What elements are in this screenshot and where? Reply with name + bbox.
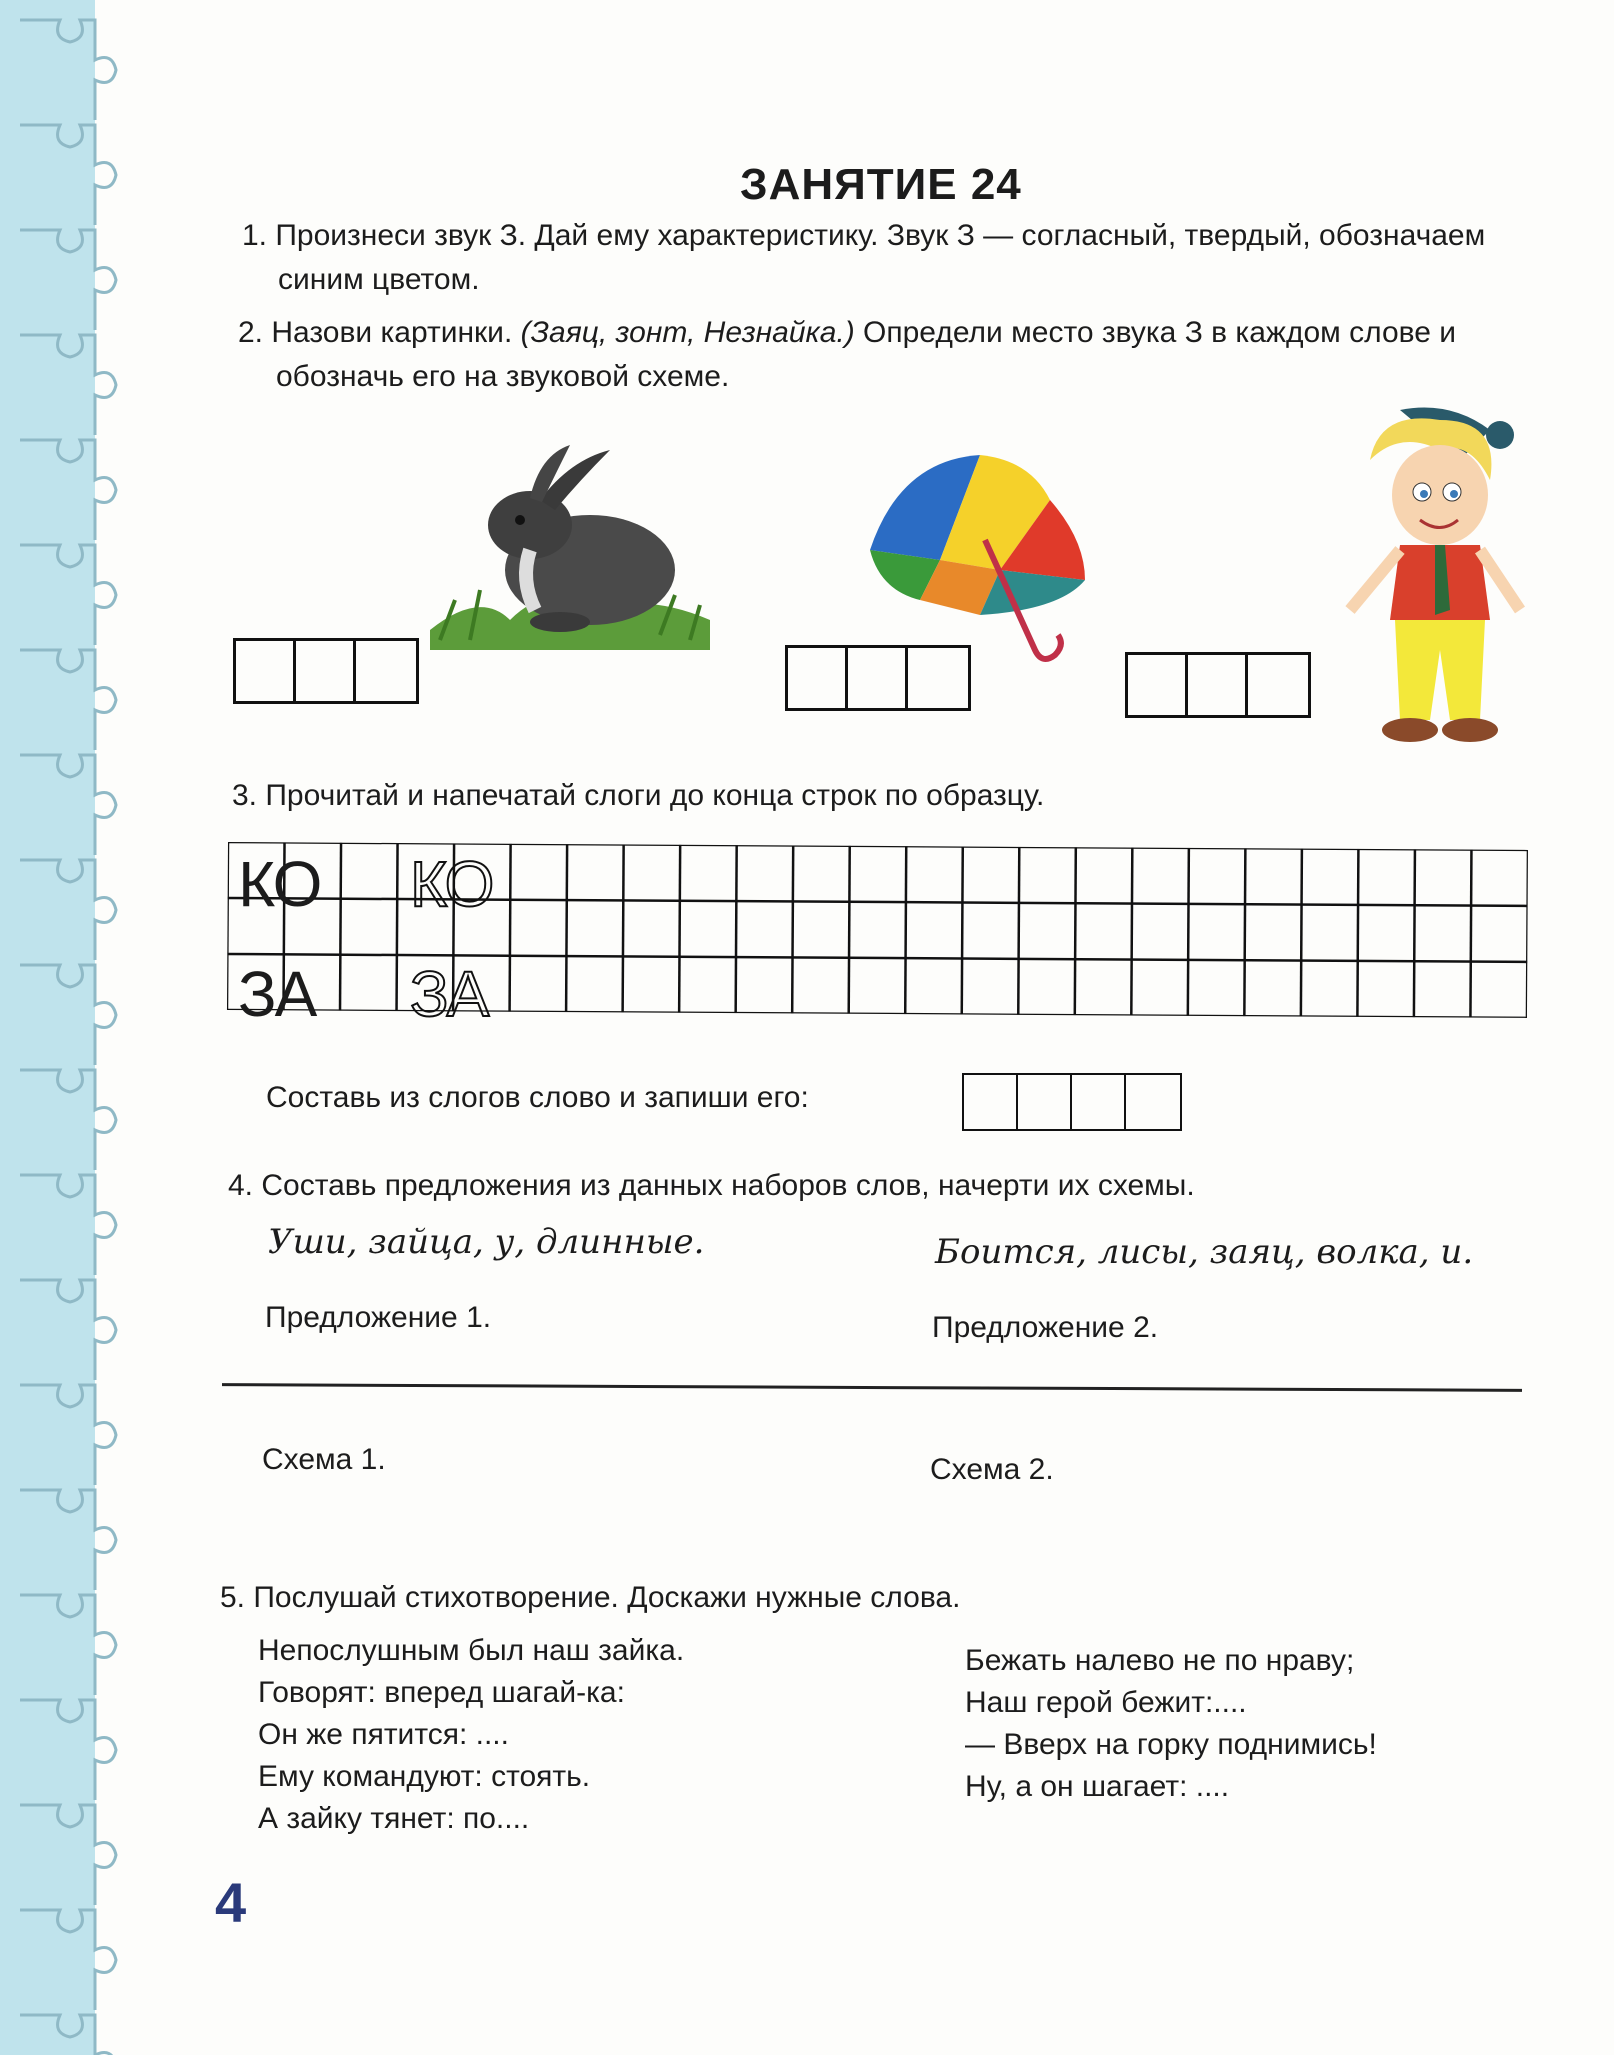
hare-illustration xyxy=(420,440,720,650)
task3-instruction: 3. Прочитай и напечатай слоги до конца строк по образцу. xyxy=(232,779,1045,812)
sample-syllable-ko: КО xyxy=(238,848,321,920)
sentence-2-label: Предложение 2. xyxy=(932,1311,1159,1344)
grid-column-line xyxy=(566,844,567,1012)
grid-column-line xyxy=(1301,849,1302,1017)
grid-column-line xyxy=(1018,847,1019,1015)
grid-column-line xyxy=(227,842,228,1010)
sound-scheme-hare[interactable] xyxy=(233,638,419,704)
task4-instruction: 4. Составь предложения из данных наборов слов, начерти их схемы. xyxy=(228,1169,1195,1202)
grid-column-line xyxy=(1188,848,1189,1016)
neznaika-illustration xyxy=(1340,400,1540,760)
word-set-1: Уши, зайца, у, длинные. xyxy=(268,1222,705,1262)
grid-column-line xyxy=(1470,850,1471,1018)
task2-line2: обозначь его на звуковой схеме. xyxy=(276,360,730,393)
poem-line: Он же пятится: .... xyxy=(258,1718,509,1751)
poem-line: Непослушным был наш зайка. xyxy=(258,1634,685,1667)
poem-left xyxy=(258,1630,684,1840)
task2-picture-names: (Заяц, зонт, Незнайка.) xyxy=(520,316,855,349)
scheme-2-label: Схема 2. xyxy=(930,1453,1054,1486)
task5-instruction: 5. Послушай стихотворение. Доскажи нужные слова. xyxy=(220,1581,961,1614)
task2-instruction: Определи место звука З в каждом слове и xyxy=(863,316,1457,349)
page-title: ЗАНЯТИЕ 24 xyxy=(740,160,1022,209)
task1-line2: синим цветом. xyxy=(278,263,480,296)
task2-number: 2. Назови картинки. xyxy=(238,316,513,349)
poem-line: Бежать налево не по нраву; xyxy=(965,1644,1355,1677)
poem-line: Наш герой бежит:.... xyxy=(965,1686,1247,1719)
poem-line: А зайку тянет: по.... xyxy=(258,1802,530,1835)
task1-line1: 1. Произнеси звук З. Дай ему характеристику. Звук З — согласный, твердый, обозначаем xyxy=(242,219,1486,252)
poem-right xyxy=(965,1640,1377,1808)
grid-column-line xyxy=(792,845,793,1013)
grid-column-line xyxy=(1527,850,1528,1018)
poem-line: Ну, а он шагает: .... xyxy=(965,1770,1230,1803)
grid-column-line xyxy=(1244,848,1245,1016)
task2-line1 xyxy=(238,315,1456,351)
answer-line[interactable] xyxy=(222,1383,1522,1392)
sentence-1-label: Предложение 1. xyxy=(265,1301,492,1334)
puzzle-border-decoration xyxy=(0,0,128,2055)
grid-column-line xyxy=(736,845,737,1013)
page-number: 4 xyxy=(215,1871,247,1934)
sample-syllable-za: ЗА xyxy=(238,958,316,1030)
poem-line: Ему командуют: стоять. xyxy=(258,1760,591,1793)
grid-column-line xyxy=(397,843,398,1011)
grid-column-line xyxy=(340,843,341,1011)
grid-column-line xyxy=(962,846,963,1014)
umbrella-illustration xyxy=(860,440,1100,670)
scheme-1-label: Схема 1. xyxy=(262,1443,386,1476)
grid-column-line xyxy=(1131,848,1132,1016)
grid-column-line xyxy=(1075,847,1076,1015)
sound-scheme-neznaika[interactable] xyxy=(1125,652,1311,718)
traced-syllable-za: ЗА xyxy=(410,958,488,1030)
grid-column-line xyxy=(623,844,624,1012)
word-set-2: Боится, лисы, заяц, волка, и. xyxy=(935,1232,1474,1272)
traced-syllable-ko: КО xyxy=(410,848,493,920)
grid-column-line xyxy=(905,846,906,1014)
grid-column-line xyxy=(1357,849,1358,1017)
compose-word-boxes[interactable] xyxy=(962,1073,1182,1131)
poem-line: — Вверх на горку поднимись! xyxy=(965,1728,1377,1761)
sound-scheme-umbrella[interactable] xyxy=(785,645,971,711)
grid-column-line xyxy=(1414,849,1415,1017)
grid-column-line xyxy=(679,845,680,1013)
compose-word-instruction: Составь из слогов слово и запиши его: xyxy=(266,1081,809,1114)
poem-line: Говорят: вперед шагай-ка: xyxy=(258,1676,625,1709)
grid-column-line xyxy=(510,844,511,1012)
grid-column-line xyxy=(849,846,850,1014)
